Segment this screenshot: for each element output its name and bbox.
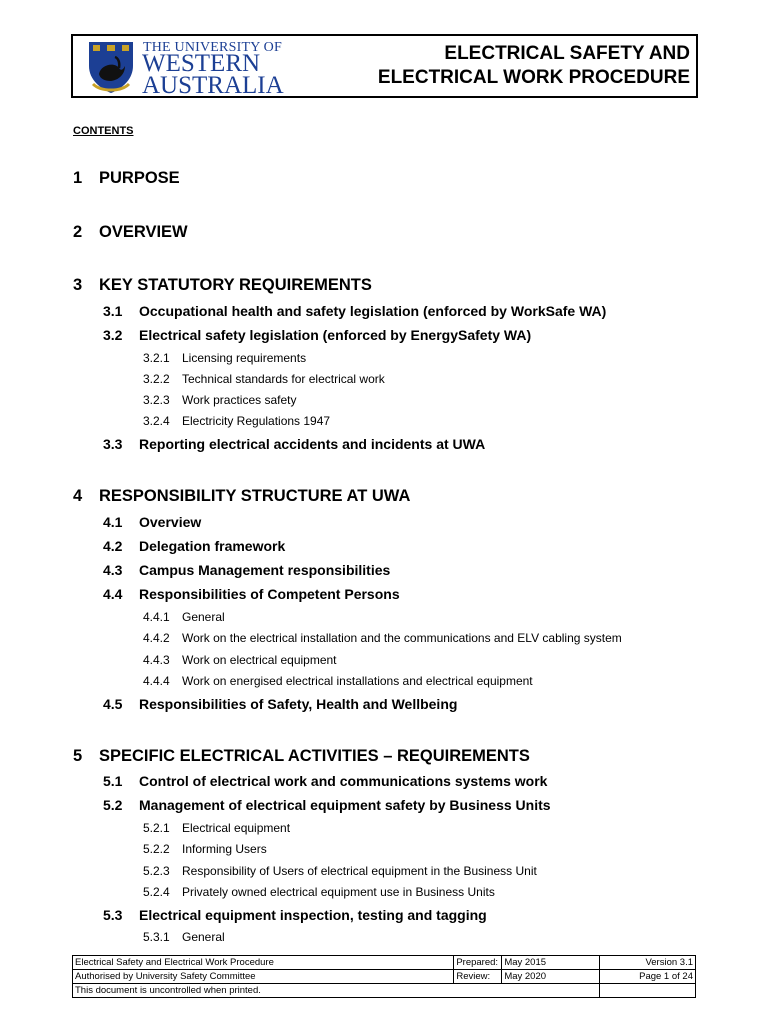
toc-entry-3-3[interactable] [103, 436, 485, 452]
toc-entry-title: Electricity Regulations 1947 [182, 414, 331, 428]
toc-entry-number: 4.4.4 [143, 674, 170, 688]
logo-line-2: WESTERN [142, 50, 261, 77]
toc-entry-number: 3.1 [103, 303, 123, 319]
footer-doc-title: Electrical Safety and Electrical Work Procedure [73, 956, 454, 970]
toc-entry-title: Responsibilities of Safety, Health and Wellbeing [139, 696, 458, 712]
toc-entry-number: 4.4.3 [143, 653, 170, 667]
document-header [71, 34, 698, 98]
toc-entry-4-4[interactable] [103, 586, 400, 602]
toc-entry-title: SPECIFIC ELECTRICAL ACTIVITIES – REQUIREMENTS [99, 747, 530, 765]
toc-entry-number: 5 [73, 747, 83, 765]
toc-entry-title: Work on electrical equipment [182, 653, 337, 667]
contents-heading: CONTENTS [73, 125, 134, 137]
toc-entry-1[interactable] [73, 169, 180, 188]
toc-entry-5-2-2[interactable] [143, 842, 267, 856]
toc-entry-number: 5.1 [103, 773, 123, 789]
footer-prepared-label: Prepared: [454, 956, 502, 970]
toc-entry-3-2-2[interactable] [143, 372, 385, 386]
toc-entry-3-2-3[interactable] [143, 393, 296, 407]
footer-uncontrolled-note: This document is uncontrolled when printed. [73, 984, 600, 998]
toc-entry-title: Delegation framework [139, 538, 286, 554]
toc-entry-5-1[interactable] [103, 773, 547, 789]
title-line-1: ELECTRICAL SAFETY AND [444, 43, 690, 64]
toc-entry-number: 4.4 [103, 586, 123, 602]
logo-line-1: THE UNIVERSITY OF [143, 40, 282, 55]
toc-entry-title: Licensing requirements [182, 351, 307, 365]
toc-entry-title: Work practices safety [182, 393, 297, 407]
toc-entry-5-2-1[interactable] [143, 821, 290, 835]
toc-entry-title: General [182, 610, 225, 624]
toc-entry-title: Overview [139, 514, 202, 530]
toc-entry-number: 3.2 [103, 327, 123, 343]
toc-entry-4-3[interactable] [103, 562, 390, 578]
footer-authorised: Authorised by University Safety Committee [73, 970, 454, 984]
toc-entry-title: Occupational health and safety legislation (enforced by WorkSafe WA) [139, 303, 607, 319]
toc-entry-3[interactable] [73, 276, 372, 295]
toc-entry-number: 4 [73, 487, 83, 505]
toc-entry-number: 4.4.2 [143, 631, 170, 645]
toc-entry-number: 5.3 [103, 907, 123, 923]
crest-icon [85, 40, 137, 94]
toc-entry-number: 4.2 [103, 538, 123, 554]
toc-entry-title: Technical standards for electrical work [182, 372, 385, 386]
toc-entry-5-3-1[interactable] [143, 930, 225, 944]
toc-entry-number: 5.2.4 [143, 885, 170, 899]
toc-entry-5-2-4[interactable] [143, 885, 495, 899]
toc-entry-title: OVERVIEW [99, 223, 188, 241]
footer-prepared-value: May 2015 [502, 956, 600, 970]
toc-entry-title: Electrical equipment [182, 821, 291, 835]
toc-entry-title: Informing Users [182, 842, 267, 856]
toc-entry-title: Management of electrical equipment safety by Business Units [139, 797, 551, 813]
document-footer [72, 955, 696, 998]
toc-entry-4-4-3[interactable] [143, 653, 337, 667]
toc-entry-5[interactable] [73, 747, 530, 766]
document-title [378, 42, 690, 90]
toc-entry-4-1[interactable] [103, 514, 201, 530]
toc-entry-3-1[interactable] [103, 303, 606, 319]
title-line-2: ELECTRICAL WORK PROCEDURE [377, 67, 690, 88]
toc-entry-4-2[interactable] [103, 538, 285, 554]
toc-entry-title: Campus Management responsibilities [139, 562, 391, 578]
footer-version: Version 3.1 [600, 956, 696, 970]
toc-entry-title: Work on the electrical installation and the communications and ELV cabling system [182, 631, 622, 645]
toc-entry-number: 3 [73, 276, 83, 294]
toc-entry-number: 2 [73, 223, 83, 241]
toc-entry-3-2[interactable] [103, 327, 531, 343]
toc-entry-number: 1 [73, 169, 83, 187]
toc-entry-title: Electrical safety legislation (enforced by EnergySafety WA) [139, 327, 532, 343]
toc-entry-3-2-4[interactable] [143, 414, 330, 428]
toc-entry-number: 3.2.1 [143, 351, 170, 365]
toc-entry-number: 5.2.2 [143, 842, 170, 856]
toc-entry-title: Control of electrical work and communications systems work [139, 773, 548, 789]
toc-entry-title: Reporting electrical accidents and incidents at UWA [139, 436, 486, 452]
toc-entry-title: Responsibilities of Competent Persons [139, 586, 400, 602]
toc-entry-4-5[interactable] [103, 696, 457, 712]
toc-entry-number: 3.3 [103, 436, 123, 452]
toc-entry-title: Work on energised electrical installations and electrical equipment [182, 674, 533, 688]
toc-entry-5-3[interactable] [103, 907, 487, 923]
toc-entry-4[interactable] [73, 487, 410, 506]
toc-entry-number: 4.5 [103, 696, 123, 712]
footer-review-value: May 2020 [502, 970, 600, 984]
toc-entry-title: Responsibility of Users of electrical equipment in the Business Unit [182, 864, 537, 878]
toc-entry-number: 4.3 [103, 562, 123, 578]
footer-review-label: Review: [454, 970, 502, 984]
toc-entry-title: General [182, 930, 225, 944]
toc-entry-title: Electrical equipment inspection, testing and tagging [139, 907, 487, 923]
toc-entry-5-2[interactable] [103, 797, 551, 813]
toc-entry-number: 3.2.4 [143, 414, 170, 428]
footer-empty-cell [600, 984, 696, 998]
toc-entry-number: 4.4.1 [143, 610, 170, 624]
toc-entry-title: Privately owned electrical equipment use in Business Units [182, 885, 495, 899]
toc-entry-4-4-1[interactable] [143, 610, 225, 624]
toc-entry-title: KEY STATUTORY REQUIREMENTS [99, 276, 372, 294]
toc-entry-4-4-4[interactable] [143, 674, 533, 688]
toc-entry-title: RESPONSIBILITY STRUCTURE AT UWA [99, 487, 411, 505]
toc-entry-number: 5.2.3 [143, 864, 170, 878]
toc-entry-title: PURPOSE [99, 169, 180, 187]
toc-entry-5-2-3[interactable] [143, 864, 537, 878]
toc-entry-number: 3.2.3 [143, 393, 170, 407]
toc-entry-2[interactable] [73, 223, 188, 242]
toc-entry-number: 5.2.1 [143, 821, 170, 835]
toc-entry-number: 3.2.2 [143, 372, 170, 386]
toc-entry-number: 4.1 [103, 514, 123, 530]
toc-entry-number: 5.3.1 [143, 930, 170, 944]
footer-page-number: Page 1 of 24 [600, 970, 696, 984]
toc-entry-3-2-1[interactable] [143, 351, 306, 365]
logo-line-3: AUSTRALIA [142, 72, 284, 99]
toc-entry-number: 5.2 [103, 797, 123, 813]
uwa-logo [79, 40, 289, 99]
toc-entry-4-4-2[interactable] [143, 631, 622, 645]
